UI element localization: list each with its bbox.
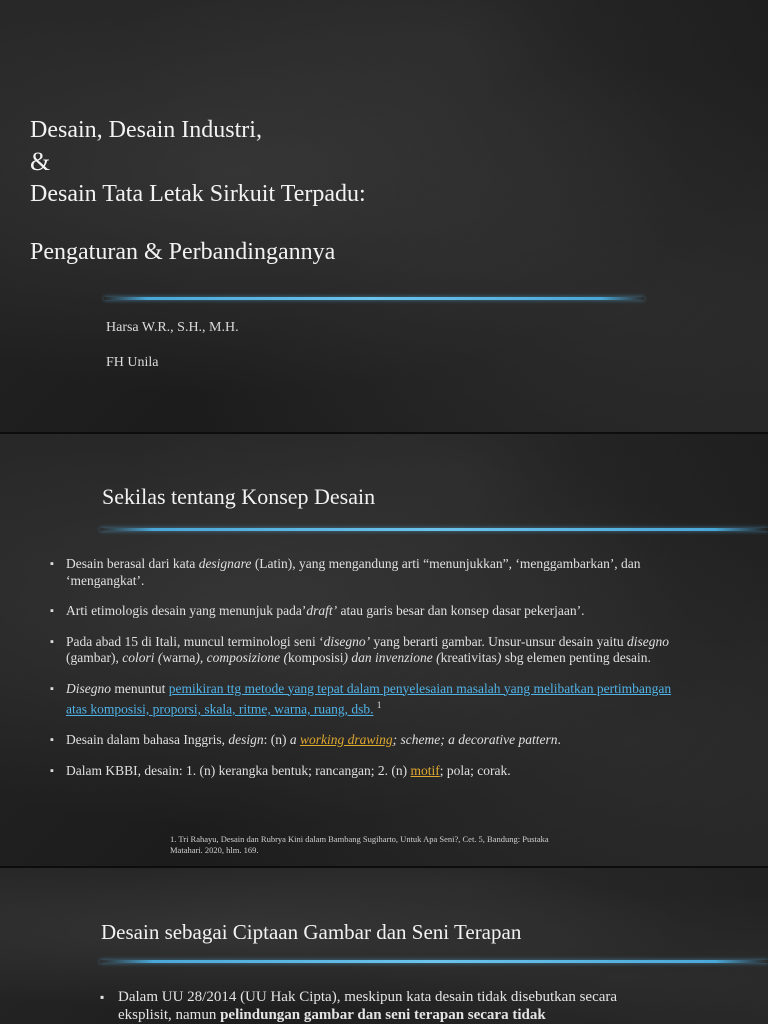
- bullet-list: [100, 988, 660, 1024]
- slide-heading: Desain sebagai Ciptaan Gambar dan Seni Terapan: [101, 920, 522, 944]
- slide-heading: Sekilas tentang Konsep Desain: [102, 484, 376, 509]
- title-line-1: Desain, Desain Industri,: [30, 117, 262, 143]
- list-item: ▪ Desain dalam bahasa Inggris, design: (n) a working drawing; scheme; a decorative pattern.: [50, 732, 561, 747]
- title-slide: [0, 0, 768, 432]
- title-line-2: &: [30, 147, 51, 176]
- footnote: 1. Tri Rahayu, Desain dan Rubrya Kini dalam Bambang Sugiharto, Untuk Apa Seni?, Cet. 5, Bandung: Pustaka Matahari. 2020, hlm. 169.: [170, 834, 549, 855]
- divider-rule: [100, 528, 768, 531]
- working-drawing-link[interactable]: working drawing: [299, 732, 393, 747]
- concept-slide: [0, 434, 768, 866]
- list-item: ▪ Disegno menuntut pemikiran ttg metode yang tepat dalam penyelesaian masalah yang melibatkan pertimbangan atas komposisi, proporsi, skala, ritme, warna, ruang, dsb. $^1$: [50, 680, 672, 717]
- list-item: ▪ Arti etimologis desain yang menunjuk pada’draft’ atau garis besar dan konsep dasar pekerjaan’.: [50, 603, 585, 618]
- divider-rule: [104, 297, 644, 300]
- divider-rule: [100, 960, 768, 963]
- institution: FH Unila: [106, 355, 159, 370]
- title-line-4: Pengaturan & Perbandingannya: [30, 239, 336, 265]
- list-item: ▪ Desain berasal dari kata designare (Latin), yang mengandung arti “menunjukkan”, ‘menggambarkan’, dan ‘mengangkat’.: [50, 556, 641, 588]
- applied-art-slide: [0, 868, 768, 1024]
- definition-link[interactable]: pemikiran ttg metode yang tepat dalam penyelesaian masalah yang melibatkan pertimbangan atas komposisi, proporsi, skala, ritme, warna, ruang, dsb.: [66, 680, 672, 717]
- motif-link[interactable]: motif: [410, 762, 440, 778]
- list-item: ▪ Dalam UU 28/2014 (UU Hak Cipta), meskipun kata desain tidak disebutkan secara eksplisit, namun pelindungan gambar dan seni terapan secara tidak: [100, 989, 618, 1023]
- list-item: ▪ Pada abad 15 di Itali, muncul terminologi seni ‘disegno’ yang berarti gambar. Unsur-unsur desain yaitu disegno (gambar), colori (warna), composizione (komposisi) dan invenzione (kreativitas) sbg elemen penting desain.: [50, 633, 669, 665]
- author: Harsa W.R., S.H., M.H.: [106, 320, 239, 335]
- title-line-3: Desain Tata Letak Sirkuit Terpadu:: [30, 181, 366, 207]
- list-item: ▪ Dalam KBBI, desain: 1. (n) kerangka bentuk; rancangan; 2. (n) motif; pola; corak.: [50, 762, 511, 778]
- bullet-list: [50, 556, 690, 793]
